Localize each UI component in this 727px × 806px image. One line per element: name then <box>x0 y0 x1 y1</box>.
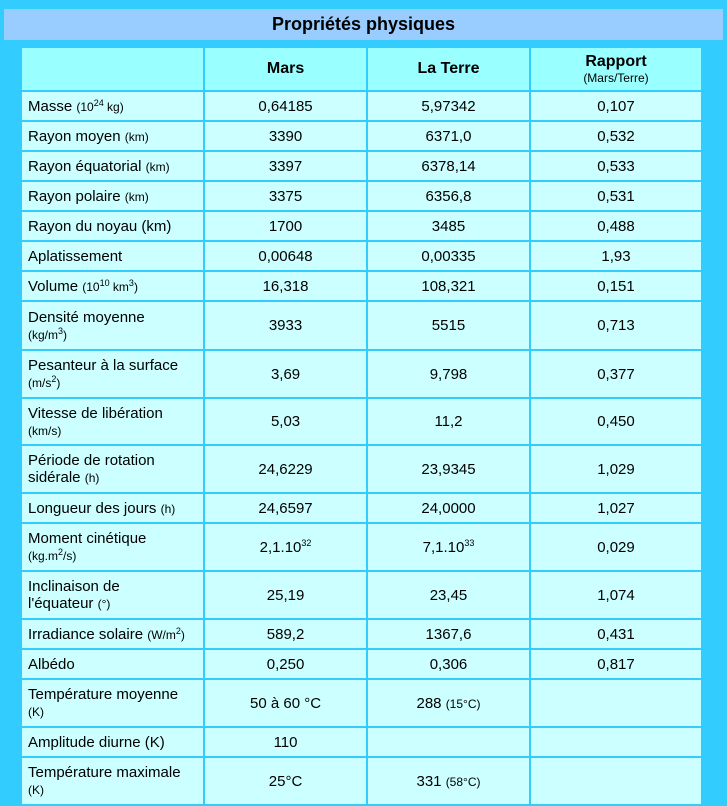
ratio-value: 0,533 <box>531 152 701 180</box>
mars-value: 3933 <box>205 302 366 349</box>
mars-value: 25,19 <box>205 572 366 618</box>
table-row <box>22 446 701 492</box>
row-label: Rayon du noyau (km) <box>22 212 203 240</box>
row-label: Vitesse de libération (km/s) <box>22 399 203 444</box>
table-row <box>22 494 701 522</box>
mars-value: 5,03 <box>205 399 366 444</box>
title-bar <box>0 0 727 41</box>
header-rapport-label: Rapport <box>585 53 647 70</box>
table-row <box>22 620 701 648</box>
row-label: Température moyenne (K) <box>22 680 203 726</box>
terre-value: 23,45 <box>368 572 529 618</box>
ratio-value: 0,450 <box>531 399 701 444</box>
mars-value: 24,6229 <box>205 446 366 492</box>
mars-value: 50 à 60 °C <box>205 680 366 726</box>
ratio-value: 0,817 <box>531 650 701 678</box>
table-row <box>22 122 701 150</box>
terre-value: 108,321 <box>368 272 529 300</box>
mars-value: 589,2 <box>205 620 366 648</box>
ratio-value: 1,074 <box>531 572 701 618</box>
table-row <box>22 572 701 618</box>
row-label: Pesanteur à la surface $(m/s^2)$ <box>22 351 203 397</box>
terre-value: 11,2 <box>368 399 529 444</box>
row-label: Masse ($10^{24}$ kg) <box>22 92 203 120</box>
mars-value: 24,6597 <box>205 494 366 522</box>
properties-table <box>20 46 703 806</box>
terre-value: 7,1.10$^{33}$ <box>368 524 529 570</box>
row-label: Rayon polaire (km) <box>22 182 203 210</box>
terre-value: 1367,6 <box>368 620 529 648</box>
terre-value: 331 (58°C) <box>368 758 529 804</box>
table-row <box>22 182 701 210</box>
page-title: Propriétés physiques <box>4 9 723 40</box>
header-terre: La Terre <box>368 48 529 90</box>
row-label: Rayon moyen (km) <box>22 122 203 150</box>
table-row <box>22 524 701 570</box>
table-row <box>22 92 701 120</box>
ratio-value: 0,107 <box>531 92 701 120</box>
terre-value: 6371,0 <box>368 122 529 150</box>
row-label: Densité moyenne $(kg/m^3)$ <box>22 302 203 349</box>
mars-value: 3375 <box>205 182 366 210</box>
ratio-value: 0,531 <box>531 182 701 210</box>
table-row <box>22 272 701 300</box>
terre-value: 3485 <box>368 212 529 240</box>
terre-value: 288 (15°C) <box>368 680 529 726</box>
terre-value: 5515 <box>368 302 529 349</box>
ratio-value: 0,713 <box>531 302 701 349</box>
row-label: Irradiance solaire $(W/m^2)$ <box>22 620 203 648</box>
row-label: Inclinaison de l'équateur (°) <box>22 572 203 618</box>
terre-value <box>368 728 529 756</box>
mars-value: 3390 <box>205 122 366 150</box>
mars-value: 1700 <box>205 212 366 240</box>
ratio-value: 1,93 <box>531 242 701 270</box>
terre-value: 24,0000 <box>368 494 529 522</box>
row-label: Période de rotation sidérale (h) <box>22 446 203 492</box>
row-label: Moment cinétique $(kg.m^2/s)$ <box>22 524 203 570</box>
ratio-value: 1,027 <box>531 494 701 522</box>
ratio-value: 0,488 <box>531 212 701 240</box>
header-blank <box>22 48 203 90</box>
table-header-row <box>22 48 701 90</box>
table-row <box>22 728 701 756</box>
table-row <box>22 758 701 804</box>
table-row <box>22 351 701 397</box>
terre-value: 0,306 <box>368 650 529 678</box>
header-rapport <box>531 48 701 90</box>
terre-value: 0,00335 <box>368 242 529 270</box>
ratio-value: 0,151 <box>531 272 701 300</box>
mars-value: 0,00648 <box>205 242 366 270</box>
ratio-value <box>531 758 701 804</box>
terre-value: 6378,14 <box>368 152 529 180</box>
ratio-value <box>531 728 701 756</box>
mars-value: 0,64185 <box>205 92 366 120</box>
ratio-value: 0,532 <box>531 122 701 150</box>
terre-value: 5,97342 <box>368 92 529 120</box>
table-row <box>22 302 701 349</box>
ratio-value: 1,029 <box>531 446 701 492</box>
mars-value: 16,318 <box>205 272 366 300</box>
terre-value: 6356,8 <box>368 182 529 210</box>
mars-value: 0,250 <box>205 650 366 678</box>
table-row <box>22 650 701 678</box>
table-row <box>22 212 701 240</box>
terre-value: 9,798 <box>368 351 529 397</box>
row-label: Température maximale (K) <box>22 758 203 804</box>
row-label: Albédo <box>22 650 203 678</box>
row-label: Longueur des jours (h) <box>22 494 203 522</box>
ratio-value: 0,029 <box>531 524 701 570</box>
row-label: Amplitude diurne (K) <box>22 728 203 756</box>
table-row <box>22 680 701 726</box>
ratio-value: 0,431 <box>531 620 701 648</box>
mars-value: 25°C <box>205 758 366 804</box>
table-row <box>22 242 701 270</box>
header-rapport-sub: (Mars/Terre) <box>583 71 649 85</box>
ratio-value: 0,377 <box>531 351 701 397</box>
ratio-value <box>531 680 701 726</box>
mars-value: 2,1.10$^{32}$ <box>205 524 366 570</box>
row-label: Aplatissement <box>22 242 203 270</box>
terre-value: 23,9345 <box>368 446 529 492</box>
mars-value: 3397 <box>205 152 366 180</box>
mars-value: 3,69 <box>205 351 366 397</box>
table-row <box>22 152 701 180</box>
row-label: Rayon équatorial (km) <box>22 152 203 180</box>
mars-value: 110 <box>205 728 366 756</box>
table-row <box>22 399 701 444</box>
header-mars: Mars <box>205 48 366 90</box>
row-label: Volume ($10^{10}$ $km^3$) <box>22 272 203 300</box>
